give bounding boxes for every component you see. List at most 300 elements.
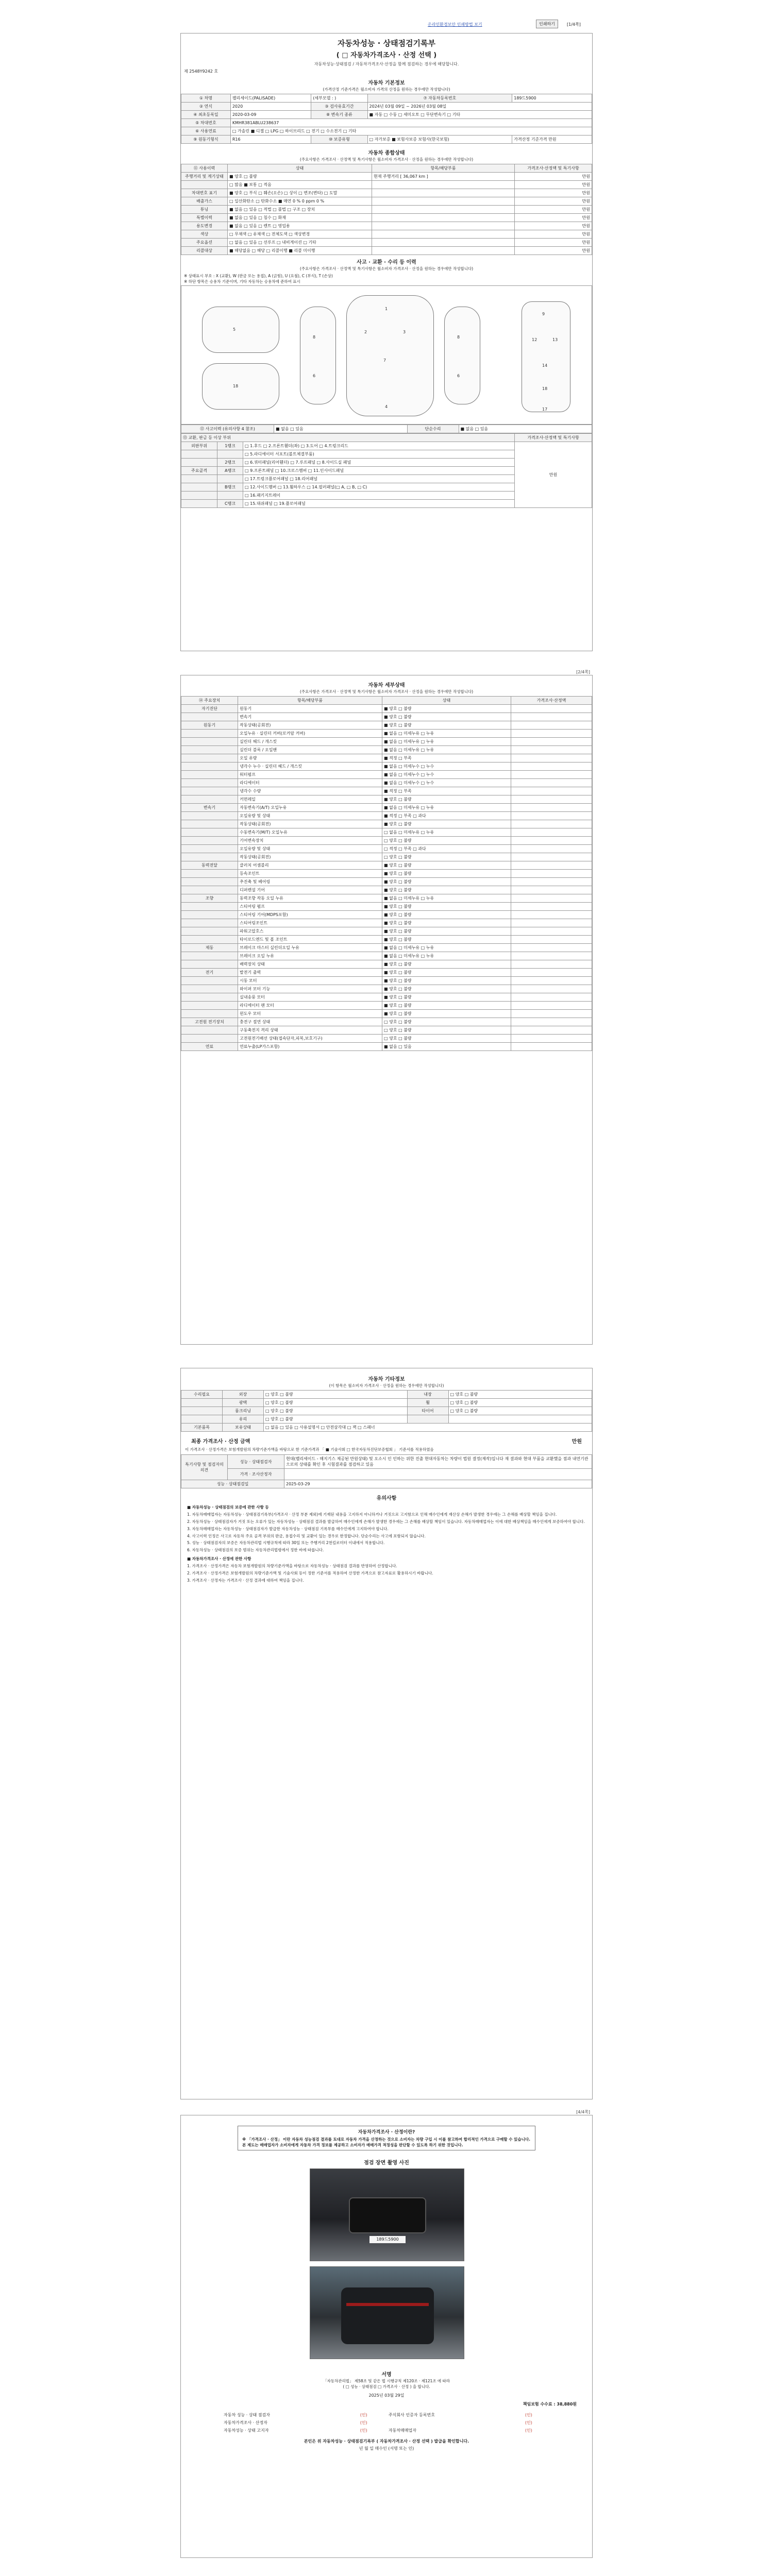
- cell: [511, 812, 592, 820]
- cell: [181, 787, 238, 795]
- cell: 2020-03-09: [230, 111, 311, 119]
- cell: ⑫ 사고이력 (유의사항 4 참조): [181, 425, 274, 433]
- car-diagram: [181, 285, 592, 425]
- cell: 냉각수 수량: [238, 787, 382, 795]
- cell: [181, 837, 238, 845]
- table-row: [181, 960, 592, 969]
- cell: [372, 189, 515, 197]
- cell: ⑥ 사용연료: [181, 127, 231, 135]
- part-number: 9: [542, 312, 545, 316]
- cell: 자동변속기(A/T) 오일누유: [238, 804, 382, 812]
- cell: ⑤ 차대번호: [181, 119, 231, 127]
- cell: 주요옵션: [181, 239, 228, 247]
- cell: □ 적정 □ 부족 □ 과다: [382, 845, 511, 853]
- car-top-view: [346, 295, 434, 416]
- cell: 수리필요: [181, 1391, 223, 1399]
- caution-item: 3. 자동차매매업자는 자동차성능 · 상태점검자가 발급한 자동차성능 · 상태점검 기록부를 매수인에게 고지하여야 합니다.: [187, 1526, 389, 1531]
- cell: 189드5900: [512, 94, 592, 103]
- cell: 만원: [515, 222, 592, 230]
- cell: 특기사항 및 점검자의 의견: [181, 1455, 228, 1480]
- cell: [181, 762, 238, 771]
- cell: [181, 911, 238, 919]
- table-row: [181, 837, 592, 845]
- cell: □ 없음 □ 있음 □ 사용설명서 □ 안전삼각대 □ 잭 □ 스패너: [264, 1423, 592, 1432]
- cell: ■ 양호 □ 부식 □ 훼손(오손) □ 상이 □ 변조(변타) □ 도말: [228, 189, 372, 197]
- cell: (세부모델 : ): [311, 94, 367, 103]
- cell: ■ 해당없음 □ 해당 □ 리콜이행 ■ 리콜 미이행: [228, 247, 372, 255]
- caution-item: 1. 가격조사 · 산정가격은 자동차 보험개발원의 차량기준가액을 바탕으로 자동차성능 · 상태점검 결과를 반영하여 산정합니다.: [187, 1564, 397, 1568]
- cell: ■ 없음 □ 미세누수 □ 누수: [382, 779, 511, 787]
- cell: 2020: [230, 103, 311, 111]
- cell: □ 일산화탄소 □ 탄화수소 ■ 매연 0 % 0 ppm 0 %: [228, 197, 372, 206]
- cell: [181, 500, 217, 508]
- cell: [511, 1010, 592, 1018]
- cell: [181, 779, 238, 787]
- cell: ■ 적정 □ 부족 □ 과다: [382, 812, 511, 820]
- cell: 워터펌프: [238, 771, 382, 779]
- cell: 실내송풍 모터: [238, 993, 382, 1002]
- caution-item: 1. 자동차매매업자는 자동차성능 · 상태점검기록부(가격조사 · 산정 부분 제외)에 기재된 내용을 고지하지 아니하거나 거짓으로 고지함으로 인해 매수인에게 재산상 손해가 발생한 경우에는 그 손해를 배상할 책임을 집니다.: [187, 1512, 557, 1517]
- header-cell: 상태: [382, 697, 511, 705]
- cell: [181, 919, 238, 927]
- accident-title: 사고 · 교환 · 수리 등 이력: [357, 260, 416, 265]
- cell: ■ 없음 □ 미세누유 □ 누유: [382, 804, 511, 812]
- cell: [511, 960, 592, 969]
- cell: [181, 870, 238, 878]
- cell: □ 12.사이드멤버 □ 13.휠하우스 □ 14.필러패널(□ A, □ B, □ C): [243, 483, 515, 492]
- table-row: [181, 820, 592, 828]
- cell: 배력장치 상태: [238, 960, 382, 969]
- part-number: 17: [542, 407, 548, 412]
- cell: □ 1.후드 □ 2.프론트휀더(좌) □ 3.도어 □ 4.트렁크리드: [243, 442, 515, 450]
- cell: 가격산정 기준가격 만원: [512, 135, 592, 144]
- cell: □ 15.대쉬패널 □ 19.플로어패널: [243, 500, 515, 508]
- table-row: [181, 944, 592, 952]
- cell: 냉각수 누수 · 실린더 헤드 / 개스킷: [238, 762, 382, 771]
- cell: [372, 206, 515, 214]
- part-number: 4: [385, 404, 388, 409]
- cell: □ 6.쿼터패널(리어휀더) □ 7.루프패널 □ 8.사이드실 패널: [243, 459, 515, 467]
- cell: [181, 1035, 238, 1043]
- cell: [181, 492, 217, 500]
- cell: [511, 762, 592, 771]
- table-row: [181, 911, 592, 919]
- guide-text: ※ 「가격조사 · 산정」 이란 자동차 성능점검 결과를 토대로 자동차 가격을 산정하는 것으로 소비자는 차량 구입 시 이를 참고하여 합리적인 가격으로 구매할 수 있습니다. 본 제도는 매매업자가 소비자에게 자동차 가격 정보를 제공하고 소비자가 매매가격 적정성을 판단할 수 있도록 하기 위한 것입니다.: [242, 2137, 530, 2147]
- header-cell: 상태: [228, 164, 372, 173]
- other-note: (이 항목은 월소비자 가격조사 · 산정을 원하는 경우에만 작성합니다): [329, 1383, 444, 1388]
- cell: 연료: [181, 1043, 238, 1051]
- table-row: [181, 993, 592, 1002]
- cell: 윈도우 모터: [238, 1010, 382, 1018]
- cell: [181, 952, 238, 960]
- cell: □ 양호 □ 불량: [264, 1391, 408, 1399]
- page-2: [180, 670, 593, 1345]
- cell: ■ 양호 □ 불량: [382, 795, 511, 804]
- cell: 스티어링 기어(MDPS포함): [238, 911, 382, 919]
- cell: □ 양호 □ 불량: [448, 1399, 592, 1407]
- cell: [181, 771, 238, 779]
- cell: [511, 1002, 592, 1010]
- cell: 룸크리닝: [223, 1407, 264, 1415]
- cell: □ 양호 □ 불량: [382, 1035, 511, 1043]
- cell: 만원: [515, 214, 592, 222]
- status-table: [181, 164, 592, 255]
- cell: 만원: [515, 181, 592, 189]
- cell: 고전원 전기장치: [181, 1018, 238, 1026]
- cell: [511, 985, 592, 993]
- table-row: [181, 771, 592, 779]
- cell: 주요골격: [181, 467, 217, 475]
- inspection-photo-front: [310, 2168, 464, 2261]
- cell: □ 양호 □ 불량: [382, 853, 511, 861]
- cell: 자동차가격조사 · 산정자: [224, 2420, 267, 2425]
- sign-text: 「자동차관리법」 제58조 및 같은 법 시행규칙 제120조 · 제121조 에 따라: [323, 2379, 450, 2383]
- part-number: 6: [457, 374, 460, 378]
- panel-table: [181, 433, 592, 508]
- print-button[interactable]: 인쇄하기: [536, 20, 558, 28]
- caution-item: 2. 자동차성능 · 상태점검자가 거짓 또는 오류가 있는 자동차성능 · 상태점검 결과를 발급하여 매수인에게 손해가 발생한 경우에는 그 손해를 배상할 책임이 있습니다. 자동차매매업자는 이에 대한 배상책임을 매수인에게 보증하여야 합니다.: [187, 1519, 585, 1524]
- cell: 리콜대상: [181, 247, 228, 255]
- cell: [511, 1035, 592, 1043]
- cell: ■ 양호 □ 불량: [382, 936, 511, 944]
- cell: R16: [230, 135, 311, 144]
- cell: [217, 450, 243, 459]
- cell: 외장: [223, 1391, 264, 1399]
- header-cell: ⑪ 사용이력: [181, 164, 228, 173]
- cell: [181, 713, 238, 721]
- cell: [511, 861, 592, 870]
- footer-text: 본인은 위 자동차성능 · 상태점검기록부 ( 자동차가격조사 · 산정 선택 ) 발급을 확인합니다.: [304, 2439, 469, 2444]
- table-row: [181, 804, 592, 812]
- cell: ■ 양호 □ 불량: [382, 927, 511, 936]
- cell: 원동기: [181, 721, 238, 730]
- cell: 자동차성능 · 상태 고지자: [224, 2428, 269, 2433]
- cell: ■ 없음 □ 있음: [382, 1043, 511, 1051]
- cell: 성능 · 상태점검자: [228, 1455, 284, 1469]
- cell: 휠: [407, 1399, 448, 1407]
- car-rear-body: [341, 2287, 434, 2344]
- cell: 작동상태(공회전): [238, 853, 382, 861]
- cell: [511, 779, 592, 787]
- cell: □ 양호 □ 불량: [264, 1415, 408, 1423]
- cell: 브레이크 마스터 실린더오일 누유: [238, 944, 382, 952]
- fee: 책임보험 수수료 : 38,880원: [523, 2402, 577, 2406]
- cell: 용도변경: [181, 222, 228, 230]
- cell: ■ 양호 □ 불량: [382, 993, 511, 1002]
- table-row: [181, 1018, 592, 1026]
- cell: [511, 738, 592, 746]
- status-note: (주요사항은 가격조사 · 산정액 및 특기사항은 월소비자 가격조사 · 산정을 원하는 경우에만 작성합니다): [299, 157, 474, 162]
- page-3: [180, 1368, 593, 2099]
- cell: ■ 양호 □ 불량: [382, 1002, 511, 1010]
- cell: [181, 1010, 238, 1018]
- cell: 스티어링조인트: [238, 919, 382, 927]
- cell: 충전구 절연 상태: [238, 1018, 382, 1026]
- cell: [511, 886, 592, 894]
- sign-date: 2025년 03월 29일: [368, 2393, 405, 2398]
- cell: [511, 721, 592, 730]
- cell: [181, 1407, 223, 1415]
- guide-title: 자동차가격조사 · 산정이란?: [358, 2130, 415, 2135]
- cell: 스티어링 펌프: [238, 903, 382, 911]
- caution-notes: [181, 1502, 592, 1588]
- table-row: [181, 969, 592, 977]
- cell: [511, 853, 592, 861]
- cell: [181, 977, 238, 985]
- cell: KMHR381ABLU238637: [230, 119, 592, 127]
- cell: [511, 828, 592, 837]
- detail-note: (주요사항은 가격조사 · 산정액 및 특기사항은 월소비자 가격조사 · 산정을 원하는 경우에만 작성합니다): [299, 689, 474, 694]
- cell: (인): [360, 2420, 367, 2425]
- cell: 현재 주행거리 [ 36,067 km ]: [372, 173, 515, 181]
- caution-item: 6. 자동차성능 · 상태점검의 보증 범위는 자동차관리법령에서 정한 바에 따릅니다.: [187, 1548, 324, 1553]
- cell: ④ 최초등록일: [181, 111, 231, 119]
- cell: [372, 239, 515, 247]
- part-number: 2: [364, 330, 367, 334]
- cell: 만원: [515, 173, 592, 181]
- cell: ■ 없음 □ 있음 □ 렌트 □ 영업용: [228, 222, 372, 230]
- cell: 수동변속기(M/T) 오일누유: [238, 828, 382, 837]
- part-number: 18: [233, 384, 239, 388]
- page-4: [180, 2110, 593, 2558]
- cell: □ 양호 □ 불량: [382, 1018, 511, 1026]
- page-1: [180, 33, 593, 651]
- cell: [181, 730, 238, 738]
- security-print-link[interactable]: 온라인환경보안 인쇄방법 보기: [428, 22, 482, 27]
- cell: [511, 944, 592, 952]
- cell: [511, 795, 592, 804]
- cell: ② 연식: [181, 103, 231, 111]
- cell: [511, 771, 592, 779]
- cell: □ 없음 □ 미세누유 □ 누유: [382, 828, 511, 837]
- table-row: [181, 927, 592, 936]
- cell: 타이로드엔드 및 볼 조인트: [238, 936, 382, 944]
- cell: [511, 845, 592, 853]
- cell: (인): [360, 2413, 367, 2417]
- table-row: [181, 894, 592, 903]
- cell: 시동 모터: [238, 977, 382, 985]
- license-plate: 189드5900: [369, 2236, 406, 2243]
- basic-title: 자동차 기본정보: [368, 80, 405, 86]
- cell: 자기진단: [181, 705, 238, 713]
- cell: 만원: [515, 230, 592, 239]
- car-frame-view: [522, 301, 570, 412]
- table-row: [181, 977, 592, 985]
- cell: ■ 양호 □ 불량: [382, 870, 511, 878]
- cell: ■ 없음 □ 있음 □ 침수 □ 화재: [228, 214, 372, 222]
- page-4-number: [4/4쪽]: [576, 2110, 590, 2114]
- cell: ■ 양호 □ 불량: [382, 919, 511, 927]
- cell: [181, 746, 238, 754]
- part-number: 8: [457, 335, 460, 340]
- table-row: [181, 985, 592, 993]
- cell: 라디에이터: [238, 779, 382, 787]
- doc-subtitle: ( □ 자동차가격조사 · 산정 선택 ): [336, 52, 437, 59]
- caution-title: 유의사항: [376, 1496, 397, 1501]
- cell: [511, 969, 592, 977]
- page-number: [1/4쪽]: [567, 22, 581, 27]
- cell: ■ 없음 □ 미세누유 □ 누유: [382, 730, 511, 738]
- header-cell: ⑭ 주요장치: [181, 697, 238, 705]
- table-row: [181, 730, 592, 738]
- inspection-photo-rear: [310, 2266, 464, 2359]
- cell: 만원: [515, 247, 592, 255]
- cell: 유리: [223, 1415, 264, 1423]
- cell: □ 양호 □ 불량: [448, 1391, 592, 1399]
- cell: [181, 181, 228, 189]
- sign-table: [222, 2411, 552, 2434]
- cell: (인): [525, 2413, 532, 2417]
- cell: [181, 1415, 223, 1423]
- part-number: 12: [532, 337, 537, 342]
- cell: 조향: [181, 894, 238, 903]
- table-row: [181, 903, 592, 911]
- cell: □ 9.프론트패널 □ 10.크로스멤버 □ 11.인사이드패널: [243, 467, 515, 475]
- cell: [284, 1469, 592, 1480]
- cell: ■ 적정 □ 부족: [382, 787, 511, 795]
- header-cell: 항목/해당부품: [372, 164, 515, 173]
- cell: [181, 936, 238, 944]
- cell: ■ 양호 □ 불량: [382, 903, 511, 911]
- cell: ■ 없음 □ 있음: [459, 425, 592, 433]
- cell: 원동기: [238, 705, 382, 713]
- car-front-view: [202, 307, 279, 353]
- cell: 오일유량 및 상태: [238, 845, 382, 853]
- cell: □ 양호 □ 불량: [382, 1026, 511, 1035]
- cell: 발전기 출력: [238, 969, 382, 977]
- table-row: [181, 779, 592, 787]
- table-row: [181, 936, 592, 944]
- cell: ■ 양호 □ 불량: [382, 1010, 511, 1018]
- cell: □ 가솔린 ■ 디젤 □ LPG □ 하이브리드 □ 전기 □ 수소전기 □ 기타: [230, 127, 592, 135]
- table-row: [181, 754, 592, 762]
- car-grille: [349, 2197, 426, 2233]
- cell: [181, 828, 238, 837]
- cell: [511, 977, 592, 985]
- part-number: 6: [313, 374, 316, 378]
- top-bar: [180, 20, 593, 30]
- header-cell: 가격조사·산정액: [511, 697, 592, 705]
- final-note: 이 가격조사 · 산정가격은 보험개발원의 차량기준가액을 바탕으로 한 기준가격과 「 ■ 기술사회 □ 한국자동차진단보증협회 」 기준서를 적용하였음: [185, 1447, 434, 1452]
- table-row: [181, 870, 592, 878]
- cell: [181, 450, 217, 459]
- table-row: [181, 878, 592, 886]
- cell: 2랭크: [217, 459, 243, 467]
- photo-area: [181, 2166, 592, 2367]
- cell: ① 차명: [181, 94, 231, 103]
- part-number: 3: [403, 330, 406, 334]
- cell: 현대(팰리세이드 - 해지기스 제공된 만원상태) 및 오소시 인 인하는 위한 진출 현대자동차는 차량이 법원 결정(제작)입니다 재 결과와 현대 부품을 교환했을 점과 내연기관으로의 상태를 확인 후 시험결과를 점검하고 있음: [284, 1455, 592, 1469]
- table-row: [181, 845, 592, 853]
- cell: (인): [525, 2420, 532, 2425]
- cell: ⑦ 자동차등록번호: [367, 94, 512, 103]
- cell: 성능 · 상태점검일: [181, 1480, 284, 1488]
- cell: 작동상태(공회전): [238, 721, 382, 730]
- cell: [181, 1002, 238, 1010]
- cell: 가격조사·산정액 및 특기사항: [515, 434, 592, 442]
- cell: □ 16.패키지트레이: [243, 492, 515, 500]
- accident-legend: ※ 상태표시 부호 : X (교환), W (판금 또는 용접), A (긁힘), U (요철), C (부식), T (손상): [184, 274, 333, 278]
- cell: (인): [525, 2428, 532, 2433]
- cell: 동력전달: [181, 861, 238, 870]
- basic-table: [181, 94, 592, 144]
- cell: [372, 230, 515, 239]
- cell: [511, 705, 592, 713]
- cell: [511, 870, 592, 878]
- cell: B랭크: [217, 483, 243, 492]
- cell: [372, 247, 515, 255]
- cell: [372, 181, 515, 189]
- repair-table: [181, 425, 592, 433]
- cell: 커먼레일: [238, 795, 382, 804]
- cell: 2025-03-29: [284, 1480, 592, 1488]
- cell: [181, 475, 217, 483]
- cell: [511, 804, 592, 812]
- cell: ■ 없음 □ 미세누유 □ 누유: [382, 746, 511, 754]
- cell: 만원: [515, 197, 592, 206]
- cell: □ 양호 □ 불량: [264, 1399, 408, 1407]
- cell: ■ 없음 □ 미세누수 □ 누수: [382, 771, 511, 779]
- table-row: [181, 828, 592, 837]
- cell: 가격 · 조사산정자: [228, 1469, 284, 1480]
- cell: ■ 양호 □ 불량: [382, 969, 511, 977]
- cell: ■ 없음 □ 미세누유 □ 누유: [382, 952, 511, 960]
- table-row: [181, 1002, 592, 1010]
- cell: ⑨ 원동기형식: [181, 135, 231, 144]
- cell: [511, 911, 592, 919]
- cell: 작동상태(공회전): [238, 820, 382, 828]
- cell: 브레이크 오일 누유: [238, 952, 382, 960]
- cell: [217, 475, 243, 483]
- cell: ■ 양호 □ 불량: [382, 878, 511, 886]
- page-2-number: [2/4쪽]: [576, 670, 590, 674]
- caution-item: 2. 가격조사 · 산정가격은 보험개발원의 차량기준가액 및 기술사회 등이 정한 기준서를 적용하여 산정한 가격으로 참고자료로 활용하시기 바랍니다.: [187, 1570, 433, 1575]
- table-row: [181, 1010, 592, 1018]
- cell: ■ 양호 □ 불량: [382, 820, 511, 828]
- cell: 오일누유 · 실린더 커버(로커암 커버): [238, 730, 382, 738]
- doc-number: 제 2548Y9242 호: [184, 69, 219, 74]
- cell: 외판부위: [181, 442, 217, 450]
- doc-title: 자동차성능 · 상태점검기록부: [337, 39, 436, 48]
- cell: ■ 양호 □ 불량: [382, 886, 511, 894]
- cell: 파워고압호스: [238, 927, 382, 936]
- cell: □ 5.라디에이터 서포트(볼트체결부품): [243, 450, 515, 459]
- cell: 구동축전지 격리 상태: [238, 1026, 382, 1035]
- cell: 변속기: [181, 804, 238, 812]
- cell: [511, 936, 592, 944]
- table-row: [181, 746, 592, 754]
- cell: 만원: [515, 239, 592, 247]
- cell: 실린더 블록 / 오일팬: [238, 746, 382, 754]
- photo-title: 점검 장면 촬영 사진: [364, 2160, 409, 2166]
- detail-title: 자동차 세부상태: [368, 683, 405, 688]
- cell: 동력조향 작동 오일 누유: [238, 894, 382, 903]
- car-left-side: [300, 307, 336, 404]
- part-number: 18: [542, 386, 548, 391]
- detail-table: [181, 696, 592, 1051]
- table-row: [181, 861, 592, 870]
- cell: 1랭크: [217, 442, 243, 450]
- cell: [511, 1018, 592, 1026]
- caution-item: 3. 가격조사 · 산정자는 가격조사 · 산정 결과에 대하여 책임을 집니다.: [187, 1578, 304, 1583]
- final-title: 최종 가격조사 · 산정 금액: [191, 1439, 250, 1445]
- cell: ■ 없음 □ 미세누유 □ 누유: [382, 944, 511, 952]
- cell: [511, 746, 592, 754]
- cell: (인): [360, 2428, 367, 2433]
- cell: [511, 919, 592, 927]
- table-row: [181, 886, 592, 894]
- cell: [511, 878, 592, 886]
